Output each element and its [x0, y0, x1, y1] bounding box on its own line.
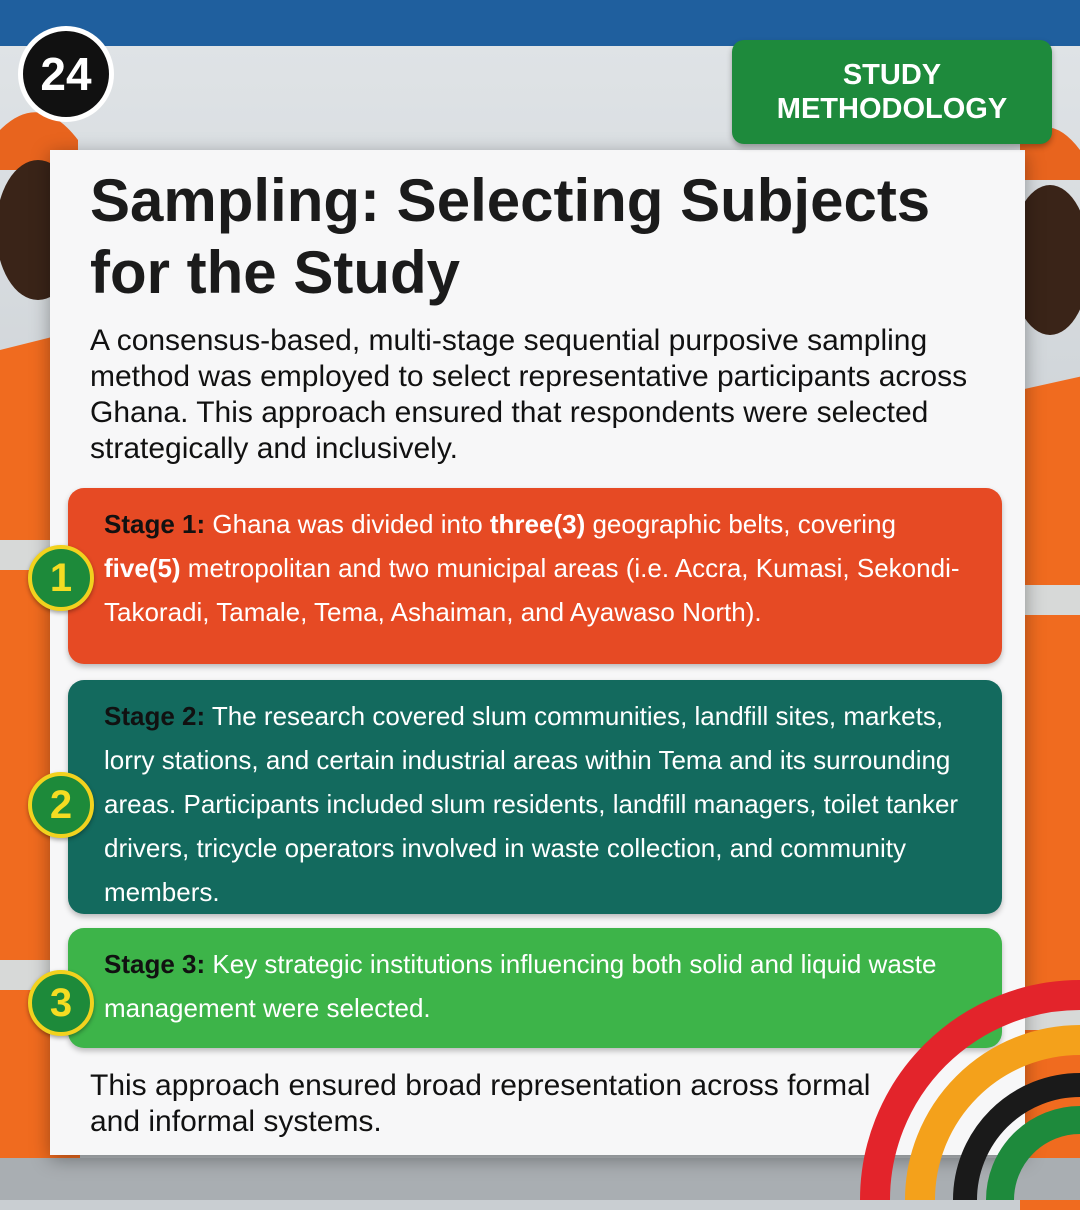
- stage-3-label: Stage 3:: [104, 949, 206, 979]
- intro-paragraph: A consensus-based, multi-stage sequential purposive sampling method was employed to select representative participants across Ghana. This approach ensured that respondents were selected strategically and inclusively.: [90, 324, 968, 465]
- stage-1-bold-three: three(3): [489, 509, 586, 539]
- section-badge: [732, 40, 1052, 144]
- stage-2-label: Stage 2:: [104, 701, 206, 731]
- page-number-badge: 24: [18, 26, 114, 122]
- stage-2-text: The research covered slum communities, landfill sites, markets, lorry stations, and certain industrial areas within Tema and its surrounding areas. Participants included slum residents, landfill managers, toilet tanker drivers, tricycle operators involved in waste collection, and community members.: [104, 701, 959, 907]
- stage-1-label: Stage 1:: [104, 509, 206, 539]
- stage-1-text-c: metropolitan and two municipal areas (i.e. Accra, Kumasi, Sekondi-Takoradi, Tamale, Tema, Ashaiman, and Ayawaso North).: [104, 553, 960, 627]
- stage-1-text-b: geographic belts, covering: [585, 509, 896, 539]
- number-circle-1-icon: 1: [28, 545, 94, 611]
- stage-1-box: [68, 488, 1002, 664]
- stage-1-bold-five: five(5): [104, 553, 181, 583]
- stage-3-text: Key strategic institutions influencing both solid and liquid waste management were selected.: [104, 949, 937, 1023]
- page-title: Sampling: Selecting Subjects for the Study: [90, 167, 931, 306]
- number-circle-2-icon: 2: [28, 772, 94, 838]
- number-circle-3-icon: 3: [28, 970, 94, 1036]
- badge-line1: STUDY: [842, 59, 942, 91]
- ghana-arcs-decoration-icon: [840, 960, 1080, 1200]
- stage-1-text-a: Ghana was divided into: [205, 509, 490, 539]
- stage-2-box: [68, 680, 1002, 914]
- badge-line2: METHODOLOGY: [776, 93, 1008, 125]
- closing-paragraph: This approach ensured broad representation across formal and informal systems.: [90, 1069, 871, 1138]
